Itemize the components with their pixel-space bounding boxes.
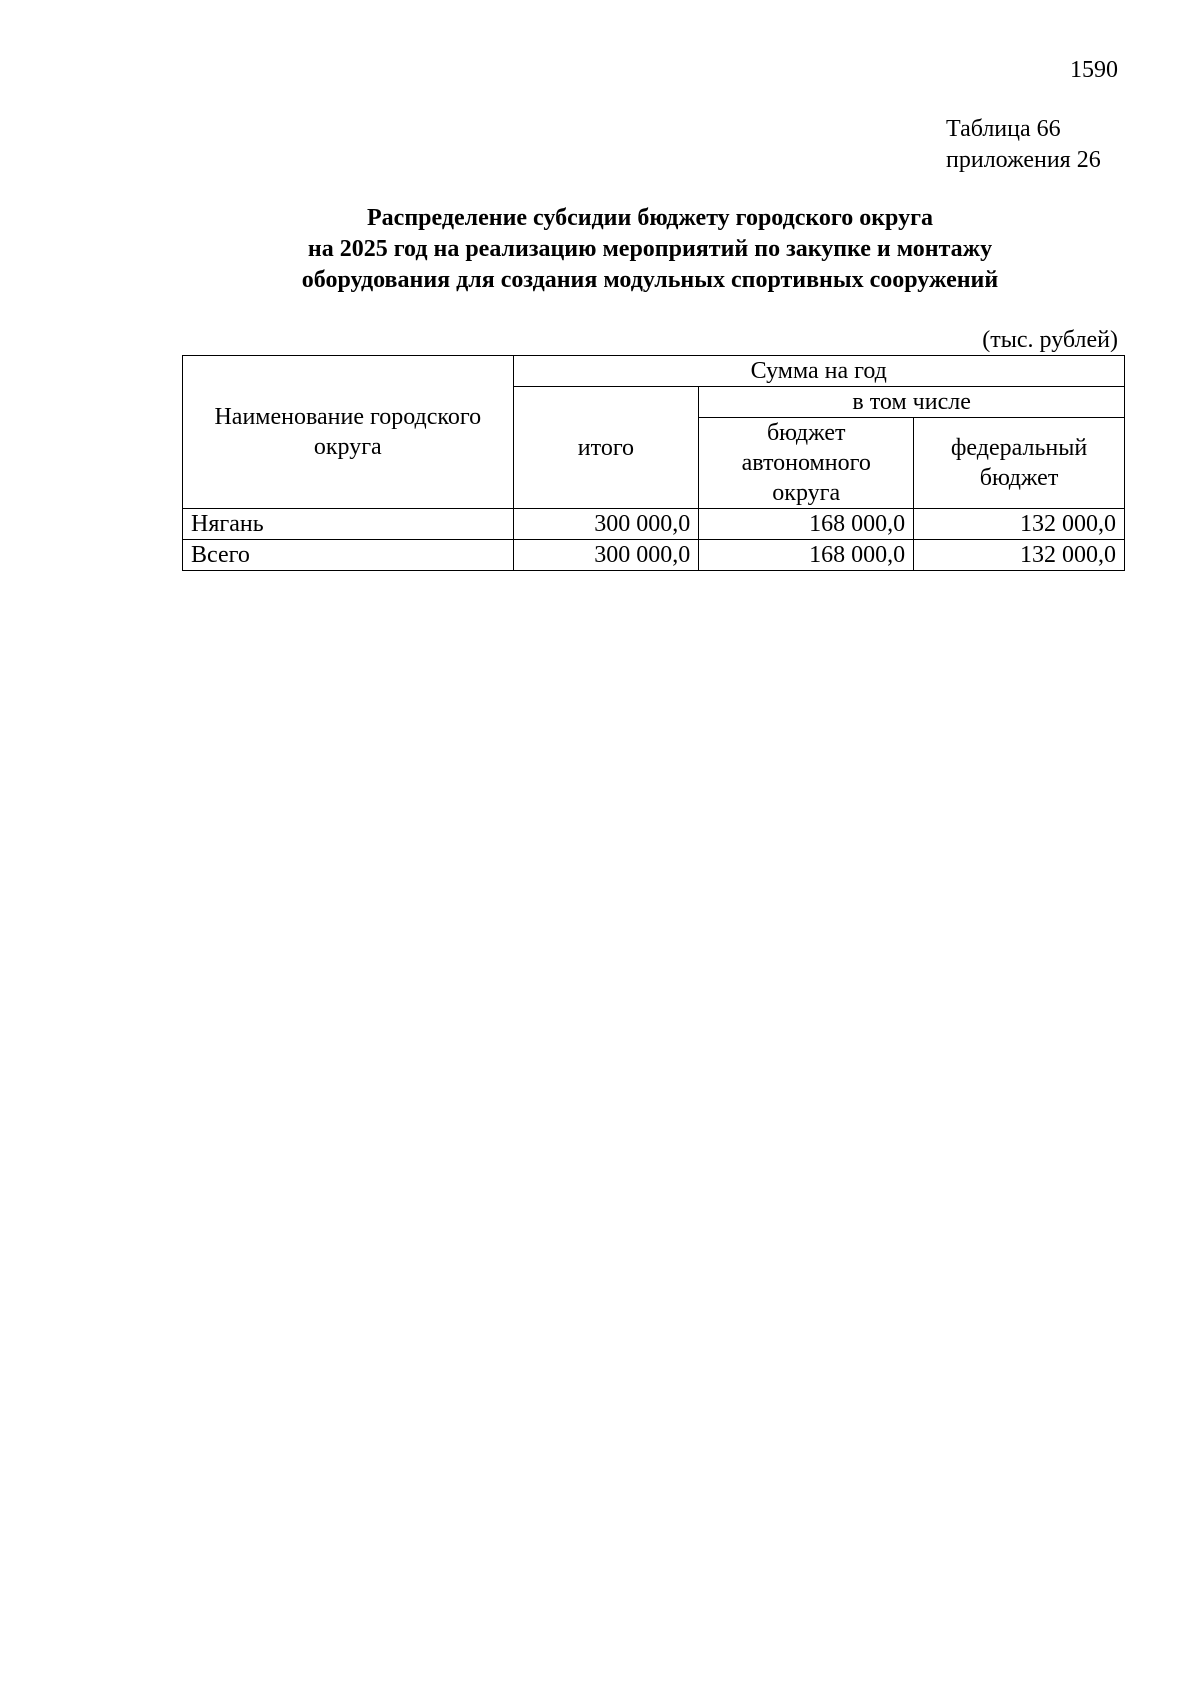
- cell-total: 300 000,0: [513, 509, 699, 540]
- cell-district: Нягань: [183, 509, 514, 540]
- header-including: в том числе: [699, 387, 1125, 418]
- header-total: итого: [513, 387, 699, 509]
- cell-federal: 132 000,0: [914, 509, 1125, 540]
- header-row: [183, 356, 1125, 387]
- title-line-2: на 2025 год на реализацию мероприятий по закупке и монтажу: [307, 236, 993, 262]
- cell-totals-total: 300 000,0: [513, 540, 699, 571]
- title-line-1: Распределение субсидии бюджету городского округа: [367, 205, 933, 231]
- page-number: 1590: [1070, 57, 1118, 83]
- header-district-name: Наименование городского округа: [183, 356, 514, 509]
- cell-totals-label: Всего: [183, 540, 514, 571]
- cell-regional: 168 000,0: [699, 509, 914, 540]
- header-federal-budget: федеральный бюджет: [914, 418, 1125, 509]
- header-regional-budget: бюджет автономного округа: [699, 418, 914, 509]
- title-line-3: оборудования для создания модульных спортивных сооружений: [301, 267, 999, 293]
- table-number: Таблица 66: [946, 116, 1061, 142]
- subsidy-table: [182, 355, 1125, 571]
- totals-row: [183, 540, 1125, 571]
- document-title: [0, 203, 1200, 296]
- appendix-number: приложения 26: [946, 147, 1101, 173]
- cell-totals-federal: 132 000,0: [914, 540, 1125, 571]
- table-row: [183, 509, 1125, 540]
- cell-totals-regional: 168 000,0: [699, 540, 914, 571]
- table-reference: [946, 114, 1101, 176]
- units-label: (тыс. рублей): [982, 327, 1118, 353]
- header-sum-year: Сумма на год: [513, 356, 1124, 387]
